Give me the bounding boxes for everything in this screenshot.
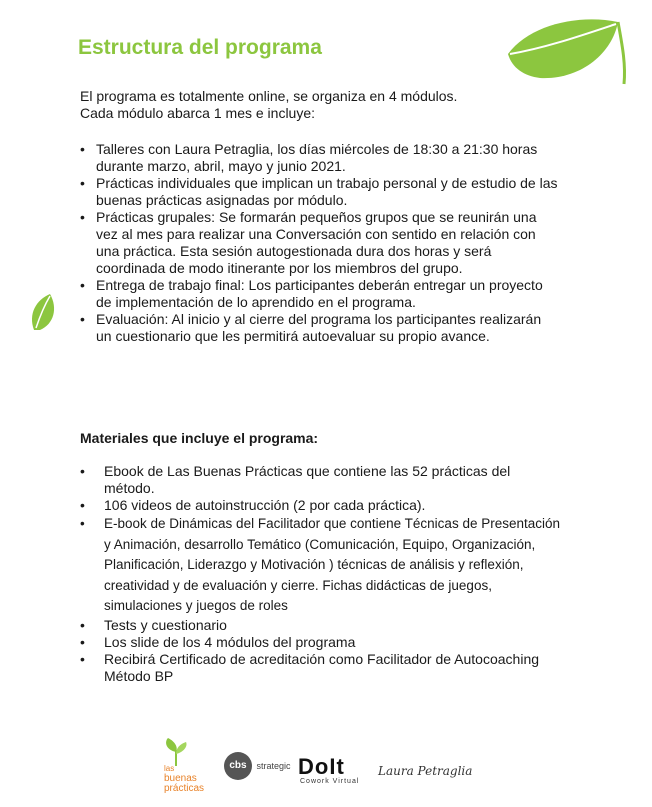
list-item: • Prácticas grupales: Se formarán pequeños grupos que se reunirán una vez al mes para realizar una Conversación con sentido en relación con una práctica. Esta sesión autogestionada dura dos horas y será coordinada de modo itinerante por los miembros del grupo. <box>80 209 560 277</box>
intro-line: Cada módulo abarca 1 mes e incluye: <box>80 105 316 121</box>
cbs-strategic-logo <box>224 752 290 780</box>
doit-logo <box>298 756 359 785</box>
list-item: • E-book de Dinámicas del Facilitador que contiene Técnicas de Presentación y Animación, desarrollo Temático (Comunicación, Equipo, Organización, Planificación, Liderazgo y Motivación ) técnicas de análisis y reflexión, creatividad y de evaluación y cierre. Fichas didácticas de juegos, simulaciones y juegos de roles <box>80 514 560 617</box>
las-buenas-practicas-logo <box>162 738 212 796</box>
list-item: • Evaluación: Al inicio y al cierre del programa los participantes realizarán un cuestionario que les permitirá autoevaluar su propio avance. <box>80 311 560 345</box>
list-item: • Talleres con Laura Petraglia, los días miércoles de 18:30 a 21:30 horas durante marzo, abril, mayo y junio 2021. <box>80 141 560 175</box>
doit-wordmark: DoIt <box>298 754 345 779</box>
logo-text: las <box>164 764 175 773</box>
cbs-word: strategic <box>256 761 291 771</box>
footer-logos <box>160 738 480 798</box>
list-item: • 106 videos de autoinstrucción (2 por cada práctica). <box>80 497 560 514</box>
cbs-mark: cbs <box>224 752 252 780</box>
page-title: Estructura del programa <box>78 36 322 59</box>
logo-text: buenas <box>164 773 197 784</box>
logo-text: prácticas <box>164 783 205 794</box>
leaf-decoration-icon <box>26 292 60 334</box>
list-item: • Prácticas individuales que implican un trabajo personal y de estudio de las buenas prácticas asignadas por módulo. <box>80 175 560 209</box>
list-item: • Entrega de trabajo final: Los participantes deberán entregar un proyecto de implementación de lo aprendido en el programa. <box>80 277 560 311</box>
sprout-icon <box>162 738 192 766</box>
intro-line: El programa es totalmente online, se organiza en 4 módulos. <box>80 88 458 104</box>
list-item: • Tests y cuestionario <box>80 617 560 634</box>
list-item: • Los slide de los 4 módulos del programa <box>80 634 560 651</box>
list-item: • Ebook de Las Buenas Prácticas que contiene las 52 prácticas del método. <box>80 463 560 497</box>
materials-heading: Materiales que incluye el programa: <box>80 430 319 446</box>
modules-list <box>80 141 560 345</box>
intro-text <box>80 88 550 122</box>
doit-subtitle: Cowork Virtual <box>300 778 360 785</box>
materials-list <box>80 463 560 685</box>
laura-petraglia-signature: Laura Petraglia <box>378 764 473 778</box>
leaf-decoration-icon <box>500 14 630 92</box>
list-item: • Recibirá Certificado de acreditación como Facilitador de Autocoaching Método BP <box>80 651 560 685</box>
